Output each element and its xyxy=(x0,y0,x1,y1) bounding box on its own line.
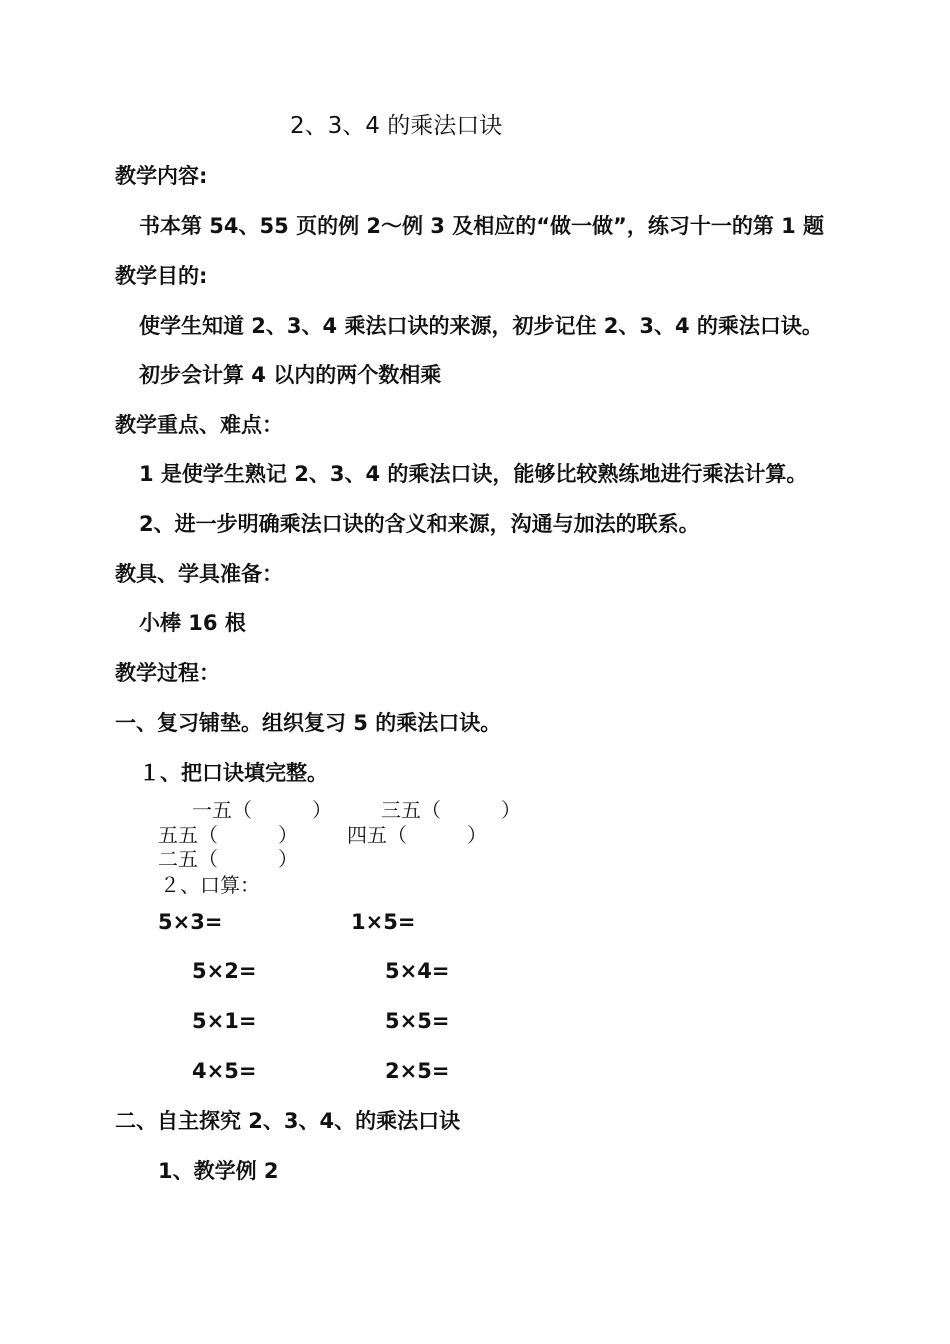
fill-item: 二五（ ） xyxy=(158,847,298,871)
fill-item: 一五（ ） xyxy=(192,798,332,822)
fill-item: 三五（ ） xyxy=(381,798,521,822)
goal-item-1: 使学生知道 2、3、4 乘法口诀的来源，初步记住 2、3、4 的乘法口诀。 xyxy=(139,314,823,338)
key-item-2: 2、进一步明确乘法口诀的含义和来源，沟通与加法的联系。 xyxy=(139,512,700,536)
step-2-sub-1: 1、教学例 2 xyxy=(158,1159,279,1183)
fill-item: 五五（ ） xyxy=(158,823,298,847)
goal-item-2: 初步会计算 4 以内的两个数相乘 xyxy=(139,363,442,387)
calc-item: 5×4= xyxy=(385,959,450,983)
calc-item: 2×5= xyxy=(385,1059,450,1083)
fill-item: 四五（ ） xyxy=(347,823,487,847)
key-heading: 教学重点、难点： xyxy=(115,413,283,437)
tools-text: 小棒 16 根 xyxy=(139,611,246,635)
step-1-sub-2: ２、口算： xyxy=(160,873,260,897)
step-1-heading: 一、复习铺垫。组织复习 5 的乘法口诀。 xyxy=(115,711,502,735)
calc-item: 5×1= xyxy=(192,1009,257,1033)
content-heading: 教学内容: xyxy=(115,164,208,188)
tools-heading: 教具、学具准备： xyxy=(115,562,283,586)
calc-item: 1×5= xyxy=(351,910,416,934)
calc-item: 4×5= xyxy=(192,1059,257,1083)
calc-item: 5×2= xyxy=(192,959,257,983)
step-2-heading: 二、自主探究 2、3、4、的乘法口诀 xyxy=(115,1109,461,1133)
key-item-1: 1 是使学生熟记 2、3、4 的乘法口诀，能够比较熟练地进行乘法计算。 xyxy=(139,462,808,486)
process-heading: 教学过程： xyxy=(115,661,220,685)
goal-heading: 教学目的: xyxy=(115,264,208,288)
step-1-sub-1: １、把口诀填完整。 xyxy=(139,761,328,785)
calc-item: 5×3= xyxy=(158,910,223,934)
calc-item: 5×5= xyxy=(385,1009,450,1033)
content-text: 书本第 54、55 页的例 2～例 3 及相应的“做一做”，练习十一的第 1 题 xyxy=(139,214,825,238)
page-title: 2、3、4 的乘法口诀 xyxy=(290,113,503,139)
